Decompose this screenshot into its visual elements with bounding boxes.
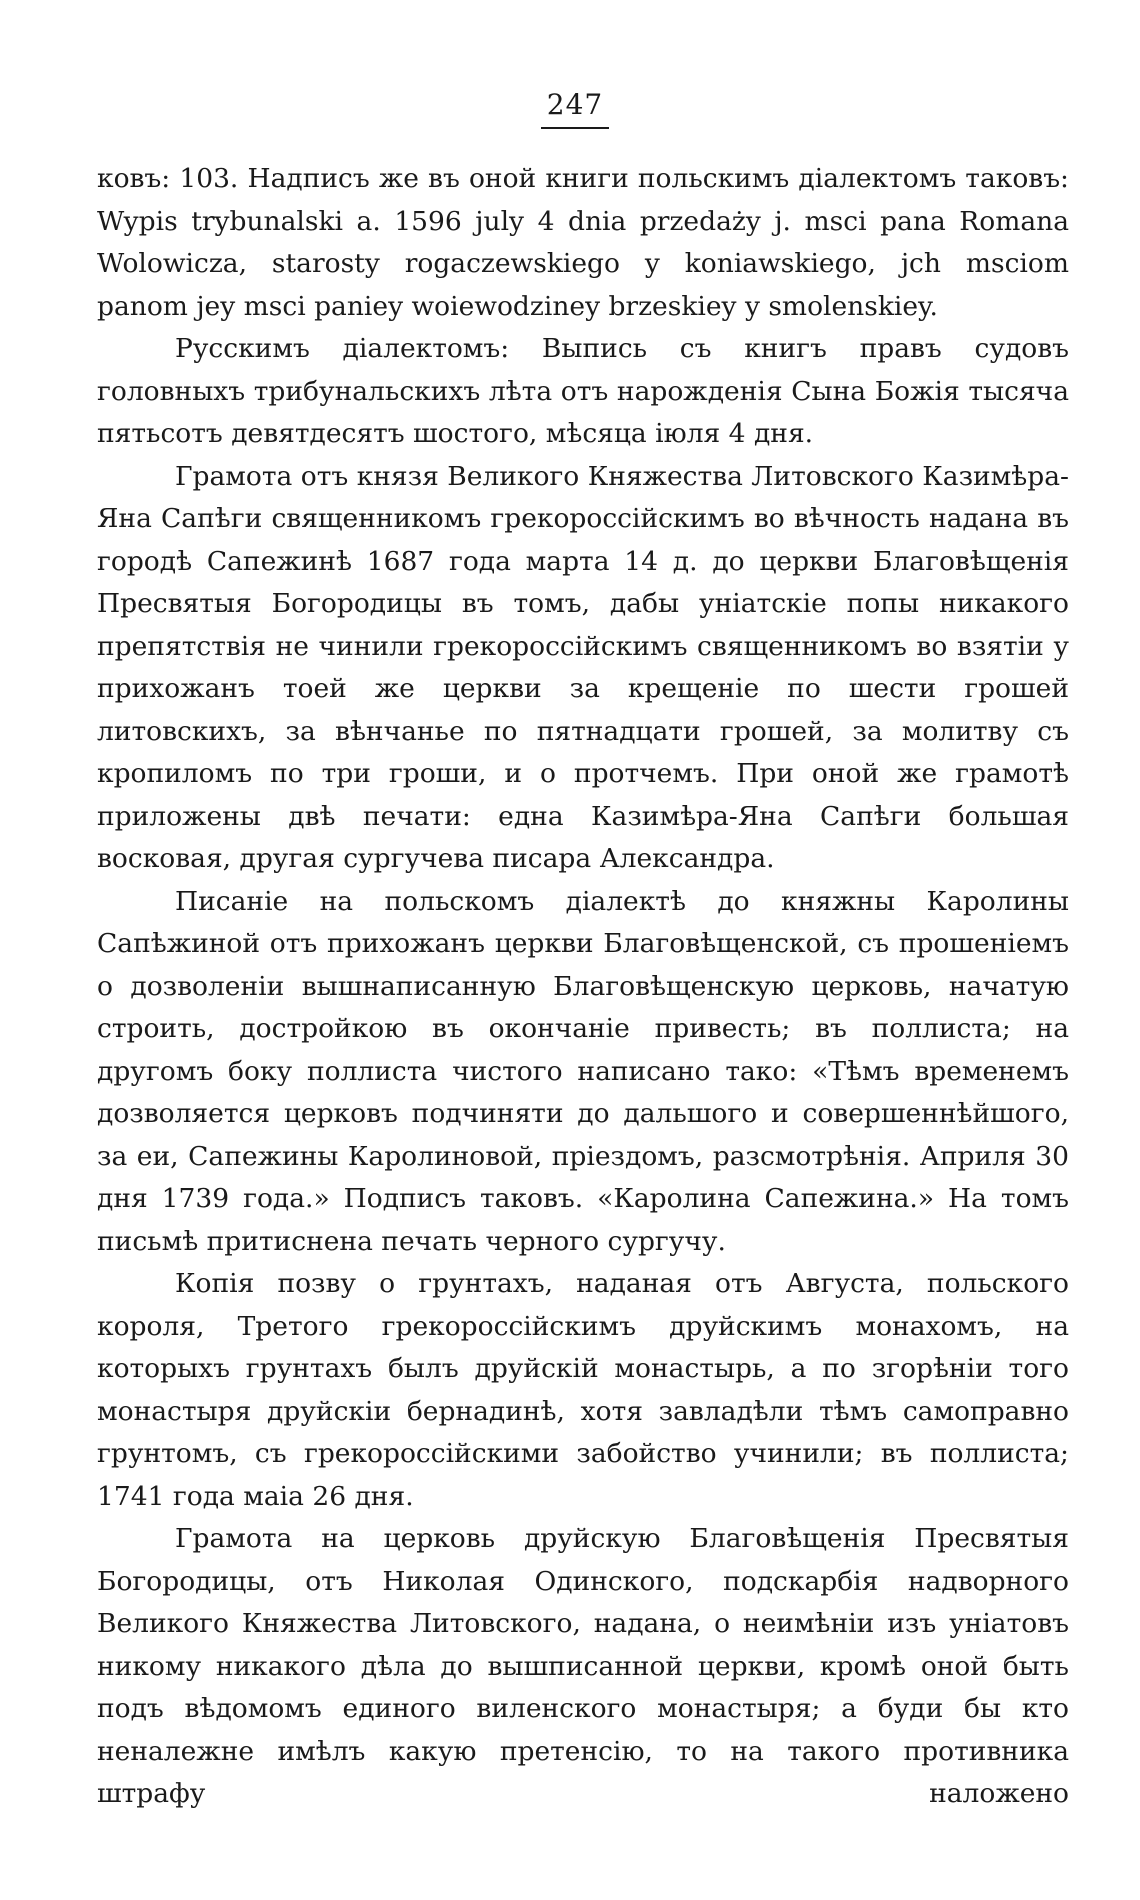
paragraph-summons-copy: Копія позву о грунтахъ, наданая отъ Августа, польского короля, Третого грекороссійскимъ друйскимъ монахомъ, на которыхъ грунтахъ былъ друйскій монастырь, а по згорѣніи того монастыря друйскіи бернадинѣ, хотя завладѣли тѣмъ самоправно грунтомъ, съ грекороссійскими забойство учинили; въ поллиста; 1741 года маіа 26 дня. [97, 1268, 1069, 1512]
page-number: 247 [541, 88, 609, 129]
paragraph-sapega-charter: Грамота отъ князя Великого Княжества Литовского Казимѣра-Яна Сапѣги священникомъ грекороссійскимъ во вѣчность надана въ городѣ Сапежинѣ 1687 года марта 14 д. до церкви Благовѣщенія Пресвятыя Богородицы въ томъ, дабы уніатскіе попы никакого препятствія не чинили грекороссійскимъ священникомъ во взятіи у прихожанъ тоей же церкви за крещеніе по шести грошей литовскихъ, за вѣнчанье по пятнадцати грошей, за молитву съ кропиломъ по три гроши, и о протчемъ. При оной же грамотѣ приложены двѣ печати: една Казимѣра-Яна Сапѣги большая восковая, другая сургучева писара Александра. [97, 460, 1069, 874]
paragraph-continuation: ковъ: 103. Надписъ же въ оной книги польскимъ діалектомъ таковъ: Wypis trybunalski a. 1596 july 4 dnia przedaży j. msci pana Romana Wolowicza, starosty rogaczewskiego y koniawskiego, jch msciom panom jey msci paniey woiewodziney brzeskiey y smolenskiey. [97, 163, 1069, 322]
page-body [97, 158, 1069, 1816]
page-header [0, 88, 1140, 129]
paragraph-russian-dialect: Русскимъ діалектомъ: Выпись съ книгъ правъ судовъ головныхъ трибунальскихъ лѣта отъ нарожденія Сына Божія тысяча пятьсотъ девятдесятъ шостого, мѣсяца іюля 4 дня. [97, 333, 1069, 449]
paragraph-odinsky-charter: Грамота на церковь друйскую Благовѣщенія Пресвятыя Богородицы, отъ Николая Одинского, подскарбія надворного Великого Княжества Литовского, надана, о неимѣніи изъ уніатовъ никому никакого дѣла до вышписанной церкви, кромѣ оной быть подъ вѣдомомъ единого виленского монастыря; а буди бы кто неналежне имѣлъ какую претенсію, то на такого противника штрафу наложено [97, 1523, 1069, 1809]
paragraph-polish-letter: Писаніе на польскомъ діалектѣ до княжны Каролины Сапѣжиной отъ прихожанъ церкви Благовѣщенской, съ прошеніемъ о дозволеніи вышнаписанную Благовѣщенскую церковь, начатую строить, достройкою въ окончаніе привесть; въ поллиста; на другомъ боку поллиста чистого написано тако: «Тѣмъ временемъ дозволяется церковъ подчиняти до дальшого и совершеннѣйшого, за еи, Сапежины Каролиновой, пріездомъ, разсмотрѣнія. Априля 30 дня 1739 года.» Подписъ таковъ. «Каролина Сапежина.» На томъ письмѣ притиснена печать черного сургучу. [97, 885, 1069, 1257]
